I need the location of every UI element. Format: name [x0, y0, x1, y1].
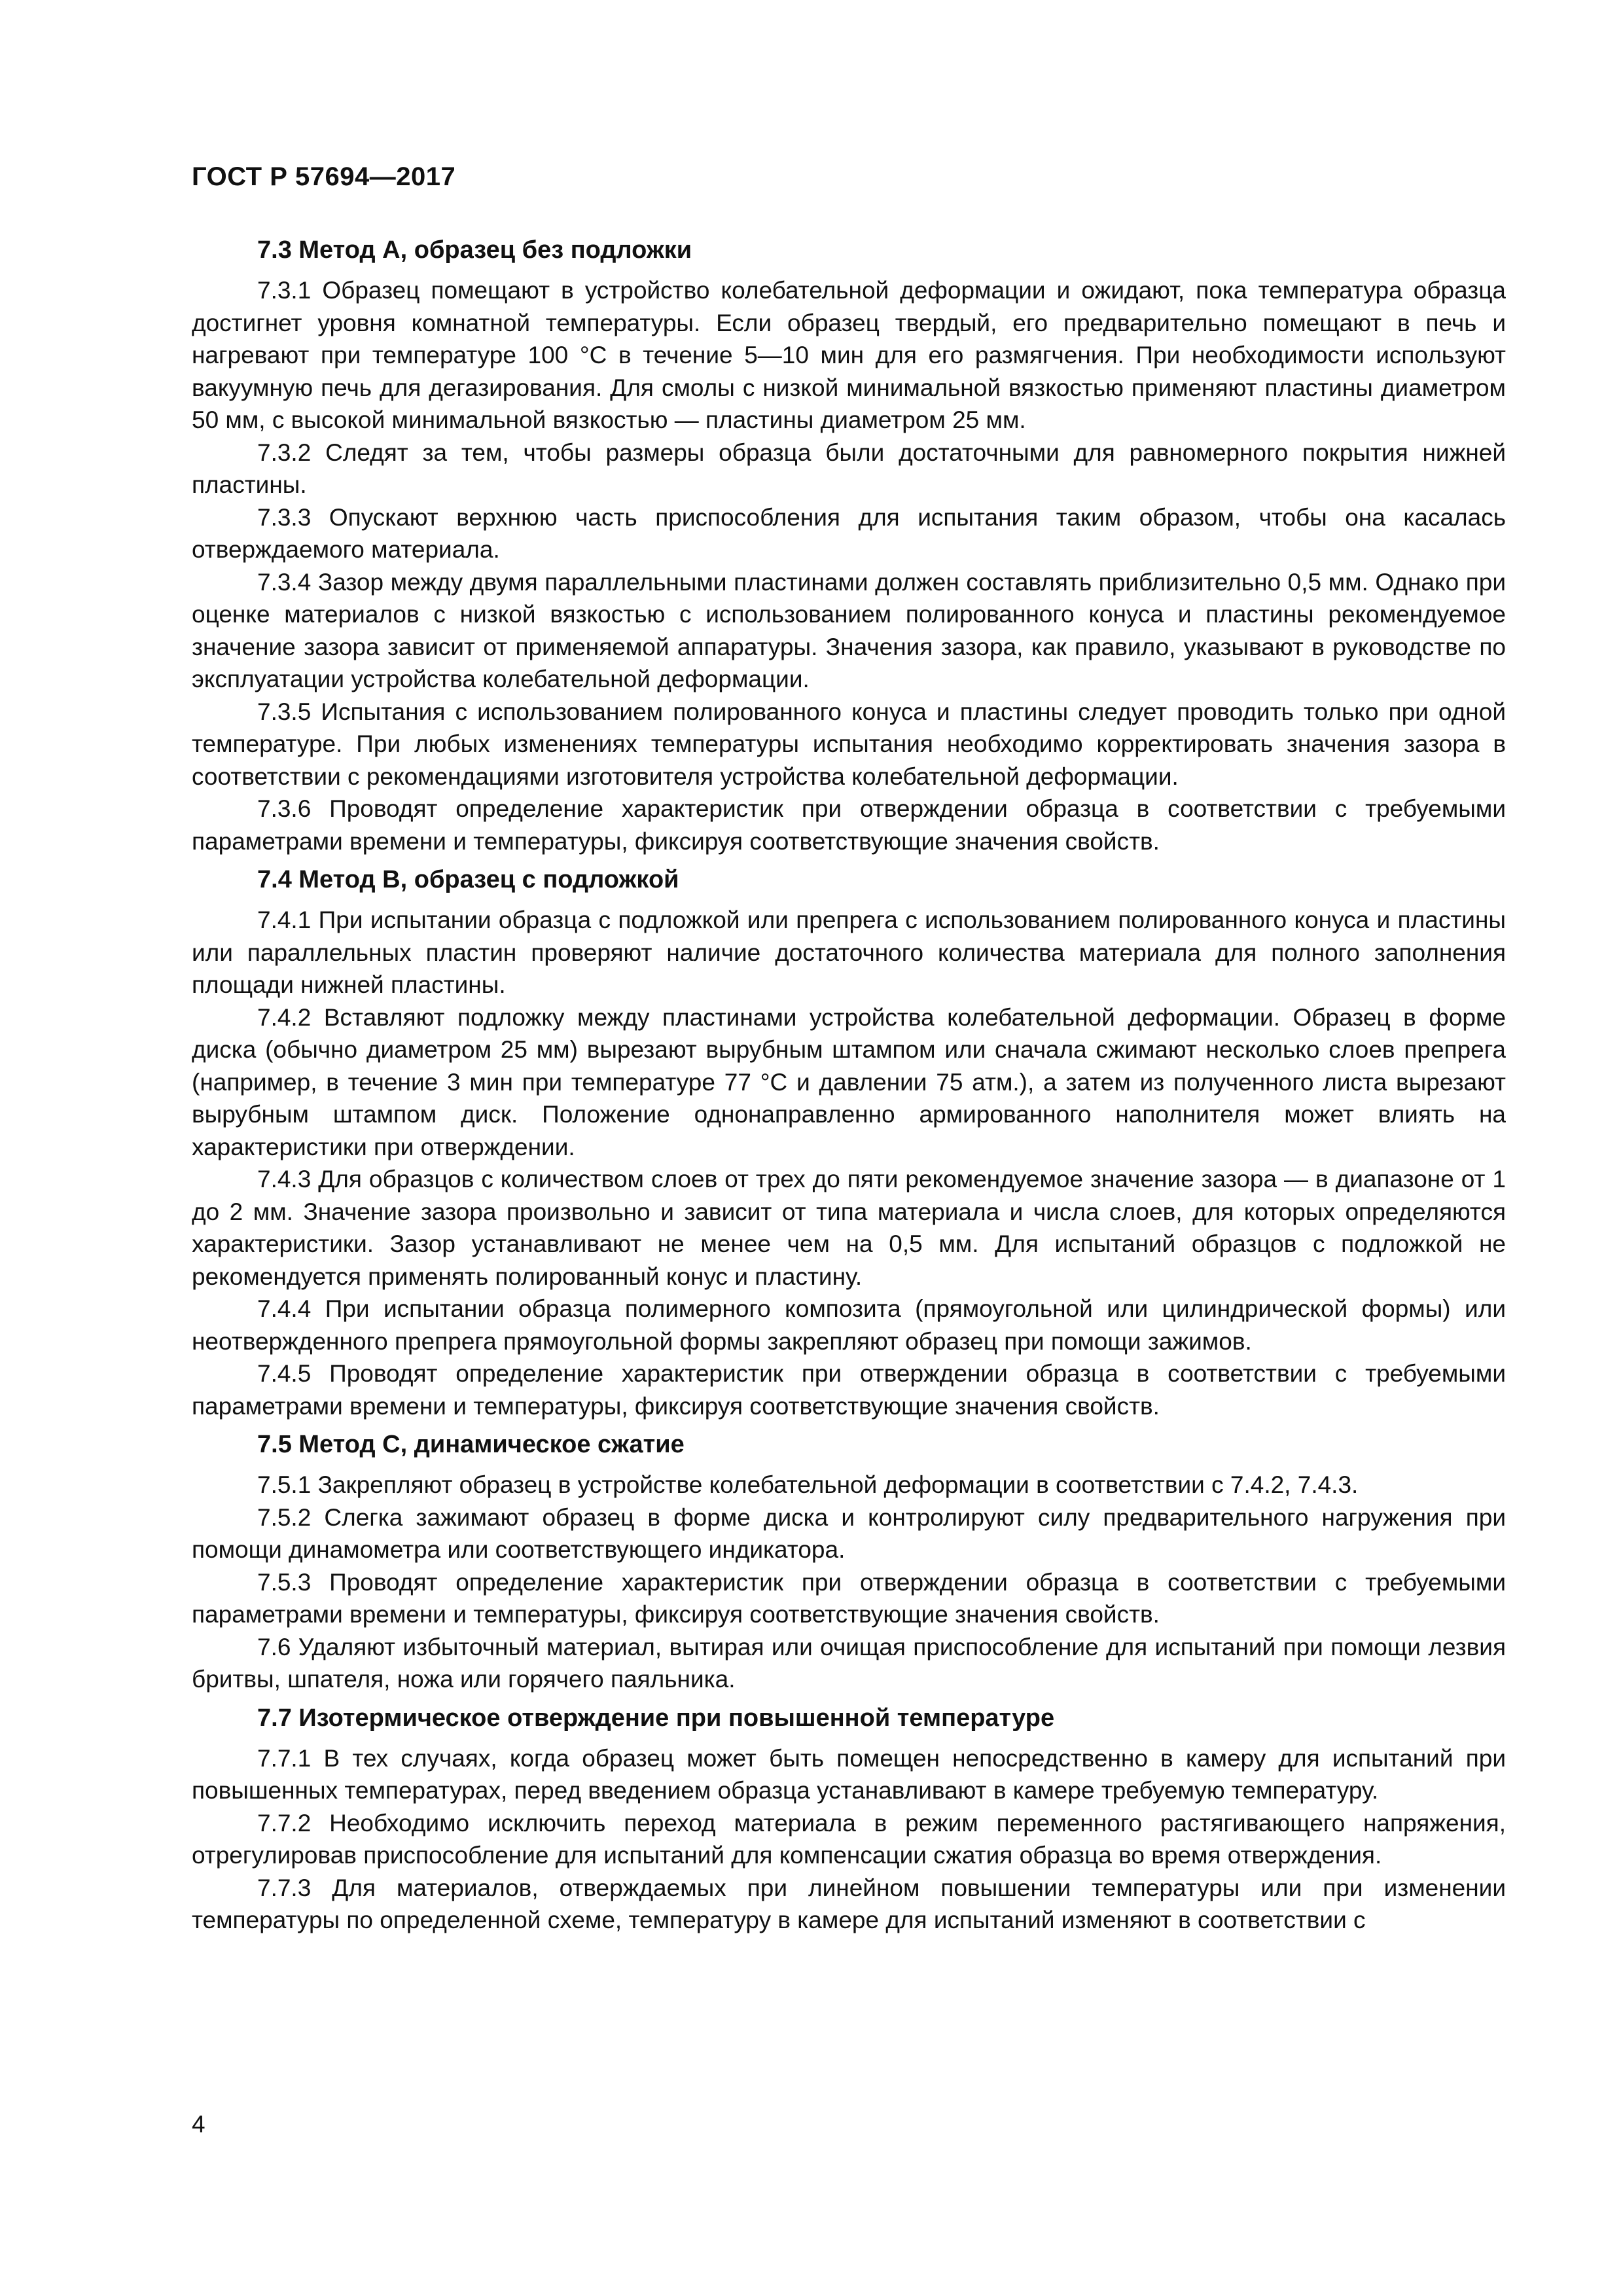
paragraph-7-7-3: 7.7.3 Для материалов, отверждаемых при линейном повышении температуры или при изменении температуры по определенной схеме, температуру в камере для испытаний изменяют в соответствии с	[192, 1874, 1506, 1933]
paragraph-7-4-4: 7.4.4 При испытании образца полимерного композита (прямоугольной или цилиндрической формы) или неотвержденного препрега прямоугольной формы закрепляют образец при помощи зажимов.	[192, 1295, 1506, 1355]
paragraph-7-3-3: 7.3.3 Опускают верхнюю часть приспособления для испытания таким образом, чтобы она касалась отверждаемого материала.	[192, 503, 1506, 563]
document-id: ГОСТ Р 57694—2017	[192, 162, 456, 191]
section-heading-7-5: 7.5 Метод С, динамическое сжатие	[257, 1431, 685, 1458]
section-heading-7-3: 7.3 Метод А, образец без подложки	[257, 236, 692, 264]
document-body	[192, 228, 1506, 1937]
paragraph-7-4-3: 7.4.3 Для образцов с количеством слоев от трех до пяти рекомендуемое значение зазора — в диапазоне от 1 до 2 мм. Значение зазора произвольно и зависит от типа материала и числа слоев, для которых определяются характеристики. Зазор устанавливают не менее чем на 0,5 мм. Для испытаний образцов с подложкой не рекомендуется применять полированный конус и пластину.	[192, 1166, 1506, 1290]
paragraph-7-6: 7.6 Удаляют избыточный материал, вытирая или очищая приспособление для испытаний при помощи лезвия бритвы, шпателя, ножа или горячего паяльника.	[192, 1633, 1506, 1693]
section-heading-7-4: 7.4 Метод В, образец с подложкой	[257, 866, 679, 893]
paragraph-7-5-1: 7.5.1 Закрепляют образец в устройстве колебательной деформации в соответствии с 7.4.2, 7.4.3.	[257, 1471, 1359, 1498]
paragraph-7-4-1: 7.4.1 При испытании образца с подложкой или препрега с использованием полированного конуса и пластины или параллельных пластин проверяют наличие достаточного количества материала для полного заполнения площади нижней пластины.	[192, 906, 1506, 998]
section-heading-7-7: 7.7 Изотермическое отверждение при повышенной температуре	[257, 1704, 1055, 1732]
paragraph-7-4-5: 7.4.5 Проводят определение характеристик при отверждении образца в соответствии с требуемыми параметрами времени и температуры, фиксируя соответствующие значения свойств.	[192, 1360, 1506, 1420]
paragraph-7-3-2: 7.3.2 Следят за тем, чтобы размеры образца были достаточными для равномерного покрытия нижней пластины.	[192, 439, 1506, 498]
paragraph-7-3-4: 7.3.4 Зазор между двумя параллельными пластинами должен составлять приблизительно 0,5 мм. Однако при оценке материалов с низкой вязкостью с использованием полированного конуса и пластины рекомендуемое значение зазора зависит от применяемой аппаратуры. Значения зазора, как правило, указывают в руководстве по эксплуатации устройства колебательной деформации.	[192, 568, 1506, 692]
paragraph-7-7-2: 7.7.2 Необходимо исключить переход материала в режим переменного растягивающего напряжения, отрегулировав приспособление для испытаний для компенсации сжатия образца во время отверждения.	[192, 1809, 1506, 1869]
paragraph-7-5-2: 7.5.2 Слегка зажимают образец в форме диска и контролируют силу предварительного нагружения при помощи динамометра или соответствующего индикатора.	[192, 1503, 1506, 1563]
paragraph-7-3-6: 7.3.6 Проводят определение характеристик при отверждении образца в соответствии с требуемыми параметрами времени и температуры, фиксируя соответствующие значения свойств.	[192, 795, 1506, 855]
page-number: 4	[192, 2111, 205, 2138]
paragraph-7-5-3: 7.5.3 Проводят определение характеристик при отверждении образца в соответствии с требуемыми параметрами времени и температуры, фиксируя соответствующие значения свойств.	[192, 1568, 1506, 1628]
paragraph-7-3-5: 7.3.5 Испытания с использованием полированного конуса и пластины следует проводить только при одной температуре. При любых изменениях температуры испытания необходимо корректировать значения зазора в соответствии с рекомендациями изготовителя устройства колебательной деформации.	[192, 698, 1506, 790]
paragraph-7-4-2: 7.4.2 Вставляют подложку между пластинами устройства колебательной деформации. Образец в форме диска (обычно диаметром 25 мм) вырезают вырубным штампом или сначала сжимают несколько слоев препрега (например, в течение 3 мин при температуре 77 °С и давлении 75 атм.), а затем из полученного листа вырезают вырубным штампом диск. Положение однонаправленно армированного наполнителя может влиять на характеристики при отверждении.	[192, 1003, 1506, 1160]
paragraph-7-3-1: 7.3.1 Образец помещают в устройство колебательной деформации и ожидают, пока температура образца достигнет уровня комнатной температуры. Если образец твердый, его предварительно помещают в печь и нагревают при температуре 100 °С в течение 5—10 мин для его размягчения. При необходимости используют вакуумную печь для дегазирования. Для смолы с низкой минимальной вязкостью применяют пластины диаметром 50 мм, с высокой минимальной вязкостью — пластины диаметром 25 мм.	[192, 277, 1506, 433]
paragraph-7-7-1: 7.7.1 В тех случаях, когда образец может быть помещен непосредственно в камеру для испытаний при повышенных температурах, перед введением образца устанавливают в камере требуемую температуру.	[192, 1744, 1506, 1804]
